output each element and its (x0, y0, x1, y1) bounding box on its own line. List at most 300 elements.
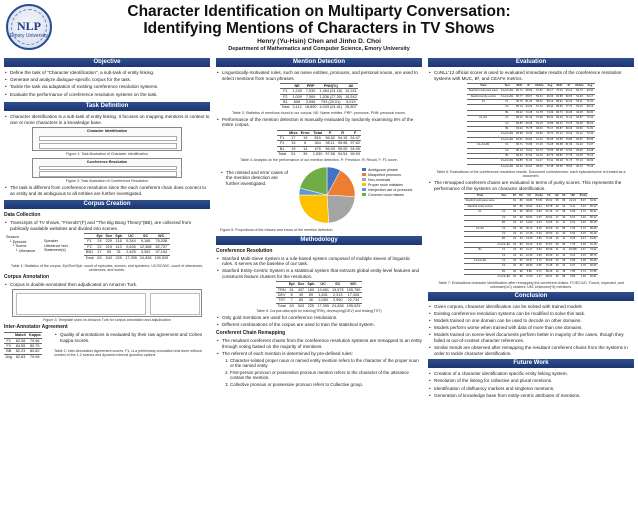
table-row (4, 338, 42, 343)
table-cell: 57.81 (534, 89, 546, 94)
table-cell: 80.82 (27, 349, 42, 354)
figure-2-caption: Figure 2: Task illustration of Coreference Resolution (65, 178, 149, 183)
mention-item: • Performance of the mention detection is manually evaluated by randomly examining 5% of the entire corpus. (216, 117, 422, 128)
table-cell: F2 (84, 244, 95, 249)
table-cell: 23 (513, 248, 517, 252)
table-cell: 65.29 (545, 253, 553, 257)
table-cell: 14 (562, 221, 566, 225)
table-cell: Total (281, 105, 290, 110)
table-cell: Total (85, 255, 94, 260)
hierarchy-speaker: Speaker (44, 238, 59, 243)
pie-slice-proper-noun-mistakes (299, 195, 329, 223)
table-cell: F1 (496, 226, 511, 231)
table-cell: 69.13 (586, 105, 594, 109)
table-cell: 94.15 (337, 136, 348, 140)
mention-heading: Mention Detection (216, 58, 422, 67)
table-cell: F2 (499, 105, 514, 110)
table-row (280, 94, 358, 99)
conclusion-heading: Conclusion (428, 292, 634, 301)
table-header-cell: B³ (564, 83, 574, 88)
evaluation-item: • CoNLL'12 official scorer is used to evaluated immediate results of the coreference resolution systems with MUC, B³, and CEAFe metrics. (428, 70, 634, 81)
table-header-cell: UC (561, 194, 566, 198)
table-cell: 155,789 (346, 287, 361, 292)
table-cell: 61.05 (574, 154, 586, 159)
table-cell: 27.45 (525, 231, 533, 235)
table-cell: 18.37 (525, 258, 533, 262)
legend-swatch (362, 168, 366, 171)
table-cell: 86.18 (556, 159, 563, 163)
table-row (276, 287, 362, 292)
table-row (280, 105, 358, 110)
table-cell: 14 (299, 146, 311, 151)
table-cell: 99 (519, 210, 523, 214)
table-cell: F1 (84, 239, 95, 244)
table-cell: 14.09 (525, 221, 533, 225)
table-cell: Total (278, 152, 287, 157)
legend-label: Interjection use of pronouns (368, 187, 413, 192)
figure-1 (32, 127, 182, 151)
table-cell: 5.33 (534, 231, 544, 236)
legend-label: Ambiguous phrase (368, 167, 398, 172)
table-1-caption: Table 1: Statistics of the corpus. Epi/Sce/Spk: count of episodes, scenes, and speakers. UC/SC/WC: count of utterances, sentences, and words. (10, 263, 204, 272)
table-cell: 71.34 (545, 237, 553, 241)
table-cell: 225 (307, 303, 315, 308)
table-cell: 88.10 (516, 116, 523, 120)
hierarchy-season: Season (6, 234, 19, 239)
table-cell: 3.38 (578, 258, 588, 263)
legend-swatch (362, 173, 366, 176)
table-cell: 64.17 (586, 94, 594, 98)
table-cell: DEV (277, 293, 286, 297)
table-cell: 5.54 (534, 248, 544, 253)
table-cell: 75.78 (525, 127, 533, 131)
table-cell: 3.46 (578, 221, 588, 226)
table-cell: 60.13 (574, 164, 586, 169)
methodology-heading: Methodology (216, 236, 422, 245)
table-cell: 83.79 (546, 154, 554, 158)
table-cell: 94.95 (350, 146, 360, 151)
table-cell: 3,596 (303, 100, 318, 105)
table-cell: BB1 (85, 250, 94, 255)
table-cell: 9.11 (567, 204, 578, 209)
table-cell: 3,112 (292, 105, 302, 110)
table-cell: 59 (306, 293, 316, 298)
table-cell: 57.13 (534, 105, 546, 110)
table-cell: 3.37 (534, 215, 544, 220)
table-cell: F1 (499, 116, 514, 121)
table-header-cell: Sce (297, 282, 305, 287)
table-cell: 68.20 (586, 121, 594, 125)
table-cell: 79.96 (27, 338, 42, 343)
hierarchy-scene: └ Scene (12, 244, 27, 249)
table-row (467, 89, 594, 94)
table-cell: F1 (464, 210, 496, 215)
conclusion-item: • Given corpora, character identification can be solved with trained models (428, 304, 634, 310)
table-cell: 24 (562, 264, 566, 268)
table-cell: 22 (95, 244, 104, 249)
table-header-cell: P (324, 130, 337, 135)
table-header-cell: MUC (556, 83, 563, 87)
table-cell: 475 (311, 146, 324, 151)
table-cell: 7.06 (567, 226, 578, 231)
table-cell: 54.16 (574, 105, 586, 110)
table-cell: 64.69 (574, 127, 586, 132)
table-7-caption: Table 7: Evaluations character identification after remapping the coreferent chains. FC/EC/UC: Found, expected, and unknown(UC) clusters. UM: Unknown(%) mentions. (438, 280, 624, 289)
chain-title: Coreferent Chain Remapping (216, 330, 286, 336)
table-cell: Stanford entity-centric (464, 204, 496, 209)
table-cell: 815 (311, 136, 324, 141)
table-cell: 10,241 (345, 89, 357, 94)
table-cell: 3.33 (578, 253, 588, 258)
table-cell: 180 (307, 287, 315, 292)
table-cell: 1,009 (292, 94, 302, 99)
table-cell: 60.38 (565, 110, 573, 114)
coref-list (216, 256, 422, 280)
table-cell: 63 (95, 255, 104, 260)
future-item: • Generation of knowledge base from entity-centric attributes of mentions. (428, 393, 634, 399)
table-cell: 63.11 (574, 100, 586, 105)
hierarchy-episode: └ Episode (9, 239, 27, 244)
table-cell: 543 (297, 303, 305, 308)
table-header-cell: Avg (585, 83, 595, 88)
table-3 (280, 83, 358, 110)
table-cell: 28 (562, 258, 566, 262)
table-cell: 73.40 (586, 132, 594, 136)
table-cell: 97.09 (525, 154, 533, 158)
table-header-cell: Error (300, 130, 310, 135)
table-cell: 75.17 (546, 127, 554, 131)
table-cell: 63.90 (586, 89, 594, 93)
table-cell: 54.78 (545, 204, 553, 208)
table-cell: 62.51 (545, 215, 553, 219)
table-cell: 12 (562, 248, 566, 252)
table-cell: 11 (555, 248, 559, 252)
table-cell: F2 (4, 343, 13, 348)
table-cell: 17,395 (317, 303, 329, 308)
rule-item: 1. Character-related proper noun or named entity mention refers to the character of the proper noun or the named entity. (230, 358, 422, 369)
table-cell: 62 (513, 215, 517, 219)
figure-3 (12, 289, 202, 317)
conclusion-list (428, 304, 634, 357)
table-cell: 99 (519, 269, 523, 273)
future-item: • Creation of a character identification specific entity linking system. (428, 371, 634, 377)
table-cell: 59.64 (534, 94, 546, 99)
table-cell: 51 (287, 287, 296, 292)
pie-legend (362, 168, 412, 198)
table-cell: 60.99 (545, 248, 553, 252)
table-cell: 86.02 (516, 110, 523, 114)
pie-block (216, 164, 422, 226)
table-cell: 13,681 (317, 287, 329, 292)
table-cell: 3.35 (578, 242, 588, 247)
table-cell: 69.21 (545, 275, 553, 279)
table-cell: 73.89 (546, 121, 554, 125)
table-cell: 12.45 (525, 253, 533, 257)
table-header-cell: Train (467, 83, 499, 88)
task-item: • Character Identification is a sub-task of entity linking. It focuses on mapping mentions in context to one or more characters in a knowledge base. (4, 114, 210, 125)
table-cell: 73.61 (525, 148, 533, 152)
table-cell: 5.71 (534, 269, 544, 274)
table-cell: 80.02 (546, 116, 554, 120)
table-cell: 8.49 (534, 242, 544, 247)
table-cell: 219 (105, 244, 112, 249)
table-cell: 61.31 (534, 137, 546, 142)
legend-label: Proper noun mistakes (368, 182, 403, 187)
split-item: • Different combinations of the corpus are used to train the statistical system. (216, 322, 422, 328)
table-cell: 51 (288, 152, 299, 157)
table-cell: 19 (288, 146, 299, 151)
table-cell: 7.78 (567, 242, 578, 247)
title-line-2: Identifying Mentions of Characters in TV Shows (143, 20, 495, 37)
table-cell: 76,038 (153, 239, 170, 244)
table-cell: 73.30 (525, 132, 533, 136)
table-cell: 7,569 (303, 94, 318, 99)
objective-item: • Evaluate the performance of coreference resolution systems on the task. (4, 92, 210, 98)
table-cell: 86 (513, 204, 517, 208)
evaluation-heading: Evaluation (428, 58, 634, 67)
conclusion-item: • Models perform worse when trained with data of more than one domains. (428, 325, 634, 331)
table-cell: 60.90 (574, 148, 586, 153)
table-cell: 88 (562, 275, 566, 279)
table-header-cell: Epi (96, 233, 103, 238)
table-cell: 71.63 (525, 159, 533, 163)
table-cell: F1+F2+B1 (500, 132, 514, 136)
table-cell: 19 (299, 136, 311, 141)
table-cell: 58.18 (589, 221, 597, 225)
table-cell: 54.12 (565, 89, 573, 93)
legend-swatch (362, 178, 366, 181)
pie-text-item: • The missed and error cases of the mention detection are further investigated. (220, 170, 290, 187)
table-cell: 64.22 (525, 242, 533, 246)
table-cell: 85.38 (556, 148, 563, 152)
table-cell: 81.59 (565, 143, 573, 147)
title-line-1: Character Identification on Multiparty Conversation: (127, 3, 511, 20)
figure-2-title: Coreference Resolution (86, 159, 128, 164)
conclusion-item: • Similar trends are observed after remapping the resultant coreferent chains from the systems in order to tackle character identification. (428, 345, 634, 356)
table-cell: 36 (555, 275, 559, 279)
table-cell: 5,019 (344, 100, 359, 105)
table-cell: 39 (299, 152, 311, 157)
table-cell: 14 (562, 237, 566, 241)
table-cell: 80.19 (546, 100, 554, 103)
table-header-cell: Train (464, 194, 496, 199)
table-cell: 23 (513, 253, 517, 257)
logo-text: NLP (17, 19, 41, 33)
mention-item: • Linguistically-motivated rules, such as name entities, pronouns, and personal nouns, are used to select mentions from noun phrases. (216, 70, 422, 81)
chain-item: • The referent of each mention is determined by pre-defined rules: (216, 351, 422, 357)
table-header-cell: Sce (105, 233, 113, 238)
table-header-cell: R (336, 130, 349, 135)
table-cell: 95.59 (556, 164, 563, 168)
table-cell: BB (4, 349, 13, 354)
table-cell: 24,838 (331, 303, 344, 308)
table-header-cell: Purity (579, 194, 587, 198)
table-cell: 82.08 (13, 338, 27, 343)
table-row (277, 152, 362, 157)
table-cell: F2 (499, 121, 514, 126)
table-cell: 64.08 (586, 148, 594, 152)
table-6-caption: Table 6: Evaluations of the coreference resolution results. Document cohesiveness: each episode/scene is treated as a document. (436, 170, 626, 179)
table-cell: F1 (280, 89, 291, 94)
table-row (4, 349, 42, 354)
table-cell: 30 (513, 269, 517, 273)
table-cell: F2 (277, 141, 288, 146)
table-header-cell: EC (519, 194, 523, 198)
table-header-cell: UC (124, 233, 139, 238)
table-cell: 229 (105, 239, 112, 244)
table-cell: 34 (519, 221, 523, 225)
table-cell: 68.61 (534, 127, 546, 132)
coref-title: Coreference Resolution (216, 247, 273, 254)
table-cell: 9.26 (567, 237, 578, 242)
task-definition-heading: Task Definition (4, 102, 210, 111)
table-cell: 6.84 (567, 275, 578, 280)
table-3-caption: Table 3: Statistics of mentions found in our corpus. NE: Name entities. PRP: pronouns. PNN: personal nouns. (232, 110, 406, 115)
legend-swatch (362, 193, 366, 196)
objective-item: • Generate and analyze dialogue-specific corpus for the task. (4, 77, 210, 83)
table-cell: 17 (95, 250, 104, 255)
table-cell: 74.37 (586, 143, 594, 147)
table-cell: 6.50 (534, 210, 544, 215)
table-cell: 76.04 (556, 89, 563, 93)
table-cell: 67.38 (546, 164, 554, 168)
table-cell: 50.73 (574, 89, 586, 94)
table-cell: 77.78 (565, 154, 573, 158)
table-cell: 65 (513, 275, 517, 279)
table-header-cell: Kappa (28, 333, 41, 338)
table-cell: 70.23 (565, 132, 573, 136)
table-cell: 1,536 (27.26) (319, 94, 343, 99)
table-cell: 86.41 (556, 121, 563, 125)
corpus-heading: Corpus Creation (4, 200, 210, 209)
table-cell: 67.86 (589, 269, 597, 273)
table-cell: 1,631 (316, 293, 331, 298)
evaluation-list (428, 70, 634, 81)
data-collection-list (4, 220, 210, 231)
table-cell: 19 (555, 269, 559, 273)
logo-subtext: Emory University (10, 33, 48, 39)
table-cell: 59 (513, 210, 517, 214)
table-cell: B1 (496, 221, 511, 226)
poster-header (0, 0, 638, 56)
table-cell: 62.23 (565, 100, 573, 103)
table-cell: 45.02 (545, 199, 553, 203)
table-cell: 71.73 (565, 159, 573, 163)
table-cell: F1+F2 (467, 116, 499, 121)
table-cell: 1.27 (534, 275, 544, 280)
table-cell: F1 (496, 258, 511, 263)
corpus-annotation-list (4, 282, 210, 288)
table-cell: 50 (555, 242, 559, 246)
table-cell: 68.44 (546, 105, 554, 109)
figure-1-title: Character Identification (86, 128, 128, 133)
table-cell: 80.75 (27, 343, 42, 348)
table-4 (277, 130, 362, 157)
table-cell: 72.54 (565, 148, 573, 152)
table-cell: 86.71 (516, 143, 523, 147)
table-cell: 82.83 (13, 354, 27, 359)
table-cell: 2,083 (316, 298, 331, 303)
table-cell: F1 (277, 136, 288, 141)
table-cell: 54.48 (574, 121, 586, 126)
table-header-cell: EC (555, 194, 559, 198)
table-cell: F2 (280, 94, 291, 99)
table-cell: 73.02 (589, 248, 597, 252)
table-cell: 89.58 (556, 143, 563, 147)
table-cell: 26 (555, 204, 559, 208)
table-row (467, 164, 594, 169)
table-cell: 89 (519, 242, 523, 246)
table-cell: 61.12 (574, 132, 586, 137)
table-cell: 69.12 (589, 204, 597, 208)
split-list (216, 315, 422, 328)
corpus-annotation-item: • Corpus is double-annotated then adjudicated on Amazon Turk. (4, 282, 210, 288)
table-cell: 6.07 (567, 264, 578, 269)
table-cell: 88.91 (556, 100, 563, 103)
table-cell: 34 (513, 221, 517, 225)
table-header-cell: Test (496, 194, 511, 199)
table-cell: 63.80 (534, 132, 546, 137)
table-cell: 15 (555, 264, 559, 268)
table-cell: 69.80 (586, 110, 594, 114)
table-cell (467, 164, 499, 169)
objective-heading: Objective (4, 58, 210, 67)
table-cell: 68.99 (525, 89, 533, 93)
table-cell: B1 (280, 100, 291, 105)
table-cell: 85.56 (556, 105, 563, 109)
table-cell: 28.96 (525, 264, 533, 268)
chain-item: • The resultant coreferent chains from the coreference resolution systems are remapped to an entity through voting based on the majority of mentions. (216, 338, 422, 349)
objective-item: • Tackle the task via adaptation of existing coreference resolution systems. (4, 84, 210, 90)
conclusion-item: • Existing coreference resolution systems can be modified to solve this task. (428, 311, 634, 317)
iaa-list (54, 332, 210, 345)
table-cell: F1+F2 (464, 226, 496, 231)
table-cell: 63.15 (534, 121, 546, 126)
table-cell: 16 (555, 221, 559, 225)
table-cell: 94.54 (337, 152, 348, 157)
table-cell: TRN (277, 287, 286, 292)
table-cell: 606 (291, 100, 304, 105)
table-cell: 74.09 (546, 110, 554, 114)
table-cell: 81.99 (525, 116, 533, 120)
table-cell: 77.74 (565, 105, 573, 109)
table-cell: Stanford multi-pass sieve (465, 199, 495, 203)
table-row (4, 354, 42, 359)
table-cell: 86.87 (556, 127, 563, 131)
table-row (467, 116, 594, 121)
table-cell: 94.47 (350, 136, 360, 140)
table-5-caption: Table 5: Corpus data split for training(TRN), developing(DEV) and testing(TST) (256, 309, 382, 314)
table-cell: 69.17 (546, 89, 554, 93)
table-cell: 22.23 (567, 199, 578, 204)
table-cell: 3.67 (578, 248, 588, 253)
table-cell: 69.93 (586, 159, 594, 163)
table-cell: 6.56 (534, 264, 544, 269)
table-cell: 80.85 (516, 121, 523, 125)
table-cell: 18,890 (304, 105, 317, 110)
table-cell: 10.008 (568, 248, 577, 252)
table-cell: F2 (496, 253, 511, 258)
table-cell: 2.75 (578, 264, 588, 269)
table-cell: 76.13 (586, 154, 594, 158)
table-cell: F1 (499, 100, 514, 105)
table-cell: 543 (105, 255, 112, 260)
table-cell: 37,154 (153, 250, 170, 255)
table-cell: 21.17 (525, 248, 533, 252)
hierarchy-utterance-text: Utterance text (44, 243, 68, 248)
table-cell: 73.48 (525, 110, 533, 114)
legend-item (362, 193, 412, 198)
